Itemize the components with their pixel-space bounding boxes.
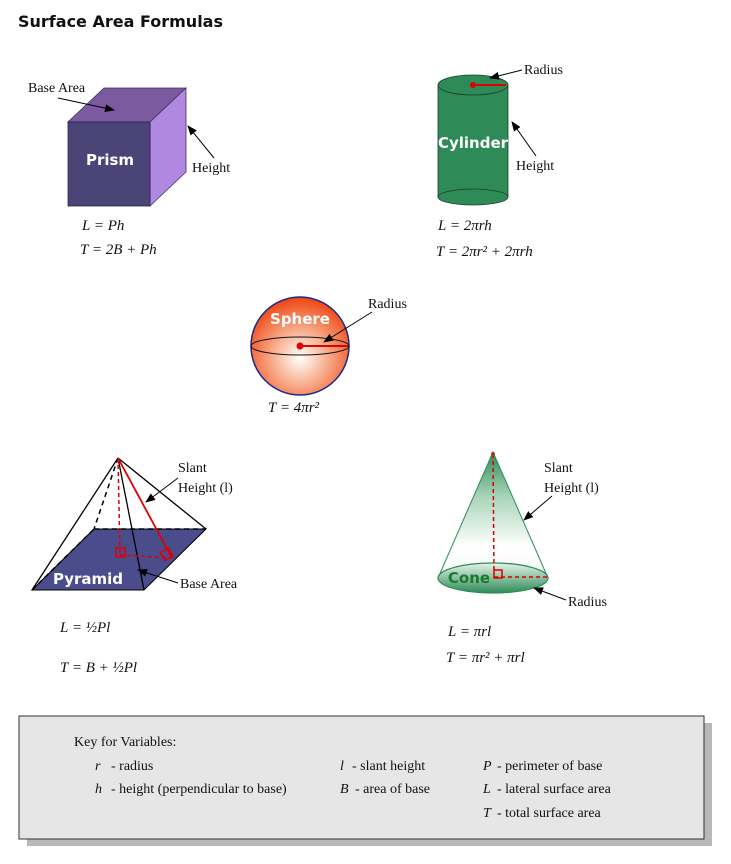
pyramid-figure bbox=[32, 458, 238, 676]
cone-slant-label-2: Height (l) bbox=[544, 481, 599, 496]
key-T-symbol: T bbox=[483, 806, 491, 821]
key-B-desc: - area of base bbox=[355, 782, 431, 797]
pyramid-slant-arrow bbox=[146, 478, 178, 502]
cone-formula-L: L = πrl bbox=[448, 624, 492, 640]
key-r-symbol: r bbox=[95, 759, 101, 774]
cylinder-figure bbox=[436, 63, 563, 260]
sphere-radius-label: Radius bbox=[368, 297, 407, 312]
prism-name: Prism bbox=[85, 151, 135, 169]
prism-height-label: Height bbox=[192, 161, 231, 176]
prism-formula-L: L = Ph bbox=[82, 218, 125, 234]
cone-figure bbox=[438, 452, 607, 666]
cylinder-center-dot bbox=[470, 82, 476, 88]
sphere-center-dot bbox=[297, 343, 304, 350]
key-T-desc: - total surface area bbox=[497, 806, 601, 821]
sphere-name: Sphere bbox=[270, 310, 330, 328]
pyramid-formula-L: L = ½Pl bbox=[60, 620, 111, 636]
cylinder-formula-T: T = 2πr² + 2πrh bbox=[436, 244, 533, 260]
sphere-formula-T: T = 4πr² bbox=[268, 400, 320, 416]
pyramid-name: Pyramid bbox=[52, 570, 124, 588]
pyramid-base-area-label: Base Area bbox=[180, 577, 238, 592]
cylinder-formula-L: L = 2πrh bbox=[438, 218, 492, 234]
sphere-figure bbox=[251, 297, 407, 416]
prism-base-area-label: Base Area bbox=[28, 81, 86, 96]
key-B-symbol: B bbox=[340, 782, 349, 797]
prism-height-arrow bbox=[188, 126, 214, 158]
cylinder-radius-arrow bbox=[490, 70, 522, 78]
key-r-desc: - radius bbox=[111, 759, 154, 774]
key-L-symbol: L bbox=[483, 782, 491, 797]
cylinder-name: Cylinder bbox=[437, 134, 509, 152]
cylinder-radius-label: Radius bbox=[524, 63, 563, 78]
cone-radius-label: Radius bbox=[568, 595, 607, 610]
key-h-desc: - height (perpendicular to base) bbox=[111, 782, 287, 797]
pyramid-slant-label-2: Height (l) bbox=[178, 481, 233, 496]
key-l-symbol: l bbox=[340, 759, 344, 774]
prism-figure bbox=[28, 81, 230, 258]
pyramid-slant-label-1: Slant bbox=[178, 461, 207, 476]
cone-radius-arrow bbox=[534, 588, 566, 600]
pyramid-formula-T: T = B + ½Pl bbox=[60, 660, 138, 676]
key-L-desc: - lateral surface area bbox=[497, 782, 611, 797]
cone-name: Cone bbox=[447, 569, 491, 587]
key-h-symbol: h bbox=[95, 782, 102, 797]
variable-key bbox=[19, 716, 712, 846]
key-heading: Key for Variables: bbox=[74, 735, 177, 750]
cylinder-height-label: Height bbox=[516, 159, 555, 174]
cone-slant-label-1: Slant bbox=[544, 461, 573, 476]
key-l-desc: - slant height bbox=[352, 759, 426, 774]
prism-formula-T: T = 2B + Ph bbox=[80, 242, 157, 258]
key-P-symbol: P bbox=[483, 759, 492, 774]
cylinder-height-arrow bbox=[512, 122, 536, 156]
key-P-desc: - perimeter of base bbox=[497, 759, 603, 774]
page-title: Surface Area Formulas bbox=[18, 12, 223, 31]
cone-formula-T: T = πr² + πrl bbox=[446, 650, 525, 666]
cone-slant-arrow bbox=[524, 496, 552, 520]
cylinder-bottom bbox=[438, 189, 508, 205]
